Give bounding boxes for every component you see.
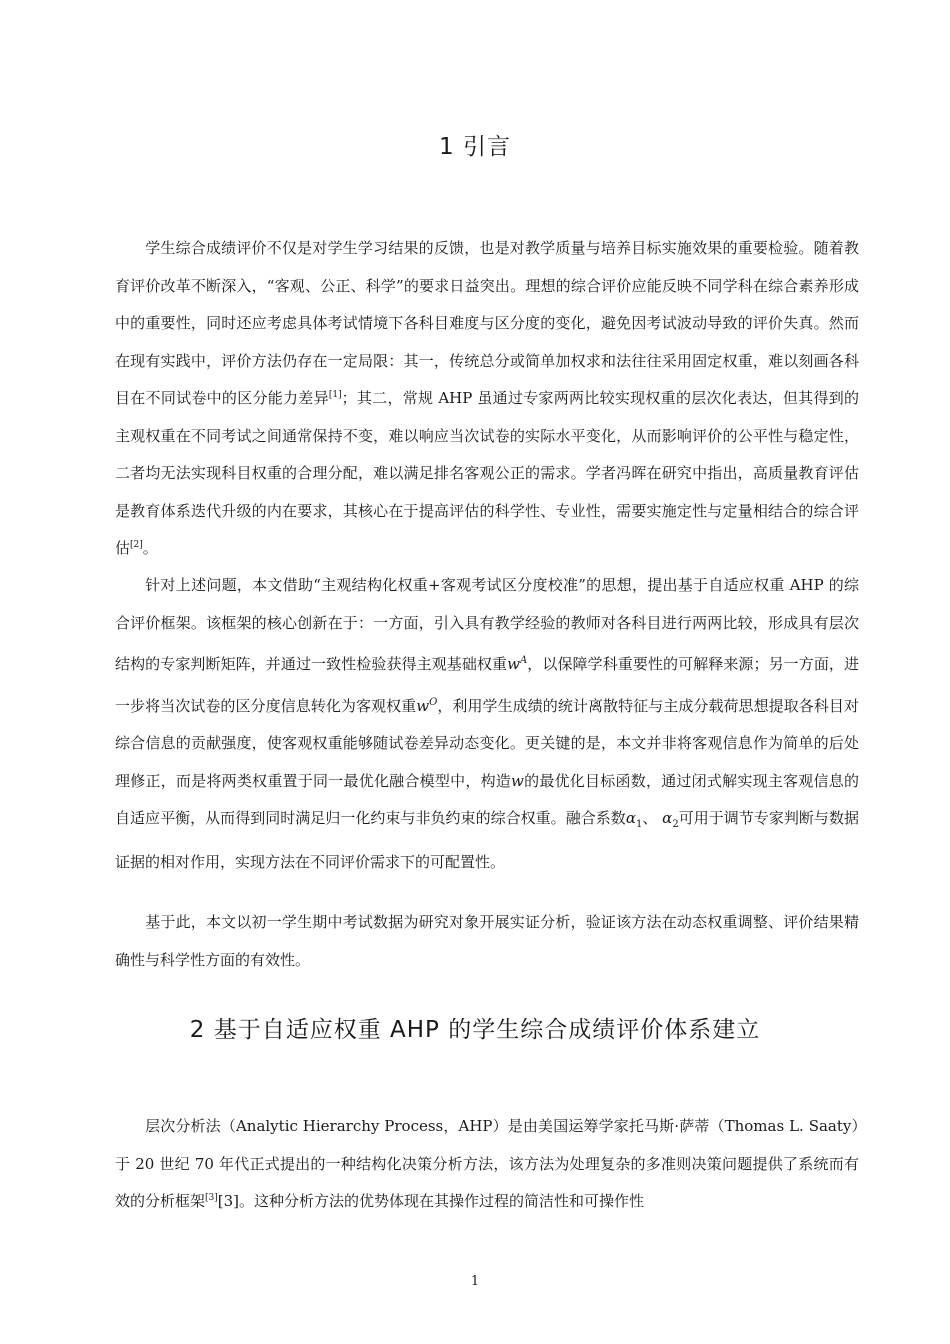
citation-2[interactable]: [2] [130,540,143,550]
paragraph-text: 层次分析法（Analytic Hierarchy Process，AHP）是由美国运筹学家托马斯·萨蒂（Thomas L. Saaty）于 20 世纪 70 年代正式提出的一种结构化决策分析方法，该方法为处理复杂的多准则决策问题提供了系统而有效的分析框架 [115,1117,859,1210]
citation-3[interactable]: [3] [205,1193,218,1203]
paragraph-text: 针对上述问题，本文借助“主观结构化权重+客观考试区分度校准”的思想，提出基于自适应权重 AHP 的综合评价框架。该框架的核心创新在于：一方面，引入具有教学经验的教师对各科目进行两两比较，形成具有层次结构的专家判断矩阵，并通过一致性检验获得主观基础权重 [115,576,859,673]
paragraph-text: [3]。这种分析方法的优势体现在其操作过程的简洁性和可操作性 [217,1192,645,1210]
math-w: w [511,771,524,790]
math-w-O: $w^O$ [416,696,438,715]
paragraph-text: 的最优化目标函数，通过闭式解实现主客观信息的自适应平衡，从而得到同时满足归一化约束与非负约束的综合权重。融合系数 [115,771,859,827]
paragraph-text: 可用于调节专家判断与数据证据的相对作用，实现方法在不同评价需求下的可配置性。 [115,809,859,871]
section-2-paragraph-1 [115,1108,859,1221]
section-1-paragraph-3 [115,904,859,979]
paragraph-text: ；其二，常规 AHP 虽通过专家两两比较实现权重的层次化表达，但其得到的主观权重在不同考试之间通常保持不变，难以响应当次试卷的实际水平变化，从而影响评价的公平性与稳定性，二者均无法实现科目权重的合理分配，难以满足排名客观公正的需求。学者冯晖在研究中指出，高质量教育评估是教育体系迭代升级的内在要求，其核心在于提高评估的科学性、专业性，需要实施定性与定量相结合的综合评估 [115,389,859,557]
paragraph-text: 学生综合成绩评价不仅是对学生学习结果的反馈，也是对教学质量与培养目标实施效果的重要检验。随着教育评价改革不断深入，“客观、公正、科学”的要求日益突出。理想的综合评价应能反映不同学科在综合素养形成中的重要性，同时还应考虑具体考试情境下各科目难度与区分度的变化，避免因考试波动导致的评价失真。然而在现有实践中，评价方法仍存在一定局限：其一，传统总分或简单加权求和法往往采用固定权重，难以刻画各科目在不同试卷中的区分能力差异 [115,239,859,407]
paragraph-text: 基于此，本文以初一学生期中考试数据为研究对象开展实证分析，验证该方法在动态权重调整、评价结果精确性与科学性方面的有效性。 [115,913,859,969]
math-alpha-2: $\alpha_2$ [662,809,679,830]
paragraph-text: ，以保障学科重要性的可解释来源；另一方面，进一步将当次试卷的区分度信息转化为客观权重 [115,655,859,715]
section-2-heading: 2 基于自适应权重 AHP 的学生综合成绩评价体系建立 [189,1017,761,1043]
paragraph-text: 、 [642,809,663,827]
section-1-paragraph-2 [115,567,859,881]
page-number: 1 [470,1274,480,1289]
section-1-heading: 1 引言 [439,134,511,160]
paragraph-text: 。 [142,539,158,557]
math-w-A: $w^A$ [507,655,528,673]
math-alpha-1: $\alpha_1$ [625,809,643,830]
citation-1[interactable]: [1] [328,390,342,400]
paragraph-text: ，利用学生成绩的统计离散特征与主成分载荷思想提取各科目对综合信息的贡献强度，使客观权重能够随试卷差异动态变化。更关键的是，本文并非将客观信息作为简单的后处理修正，而是将两类权重置于同一最优化融合模型中，构造 [115,696,859,790]
section-1-paragraph-1 [115,230,859,568]
